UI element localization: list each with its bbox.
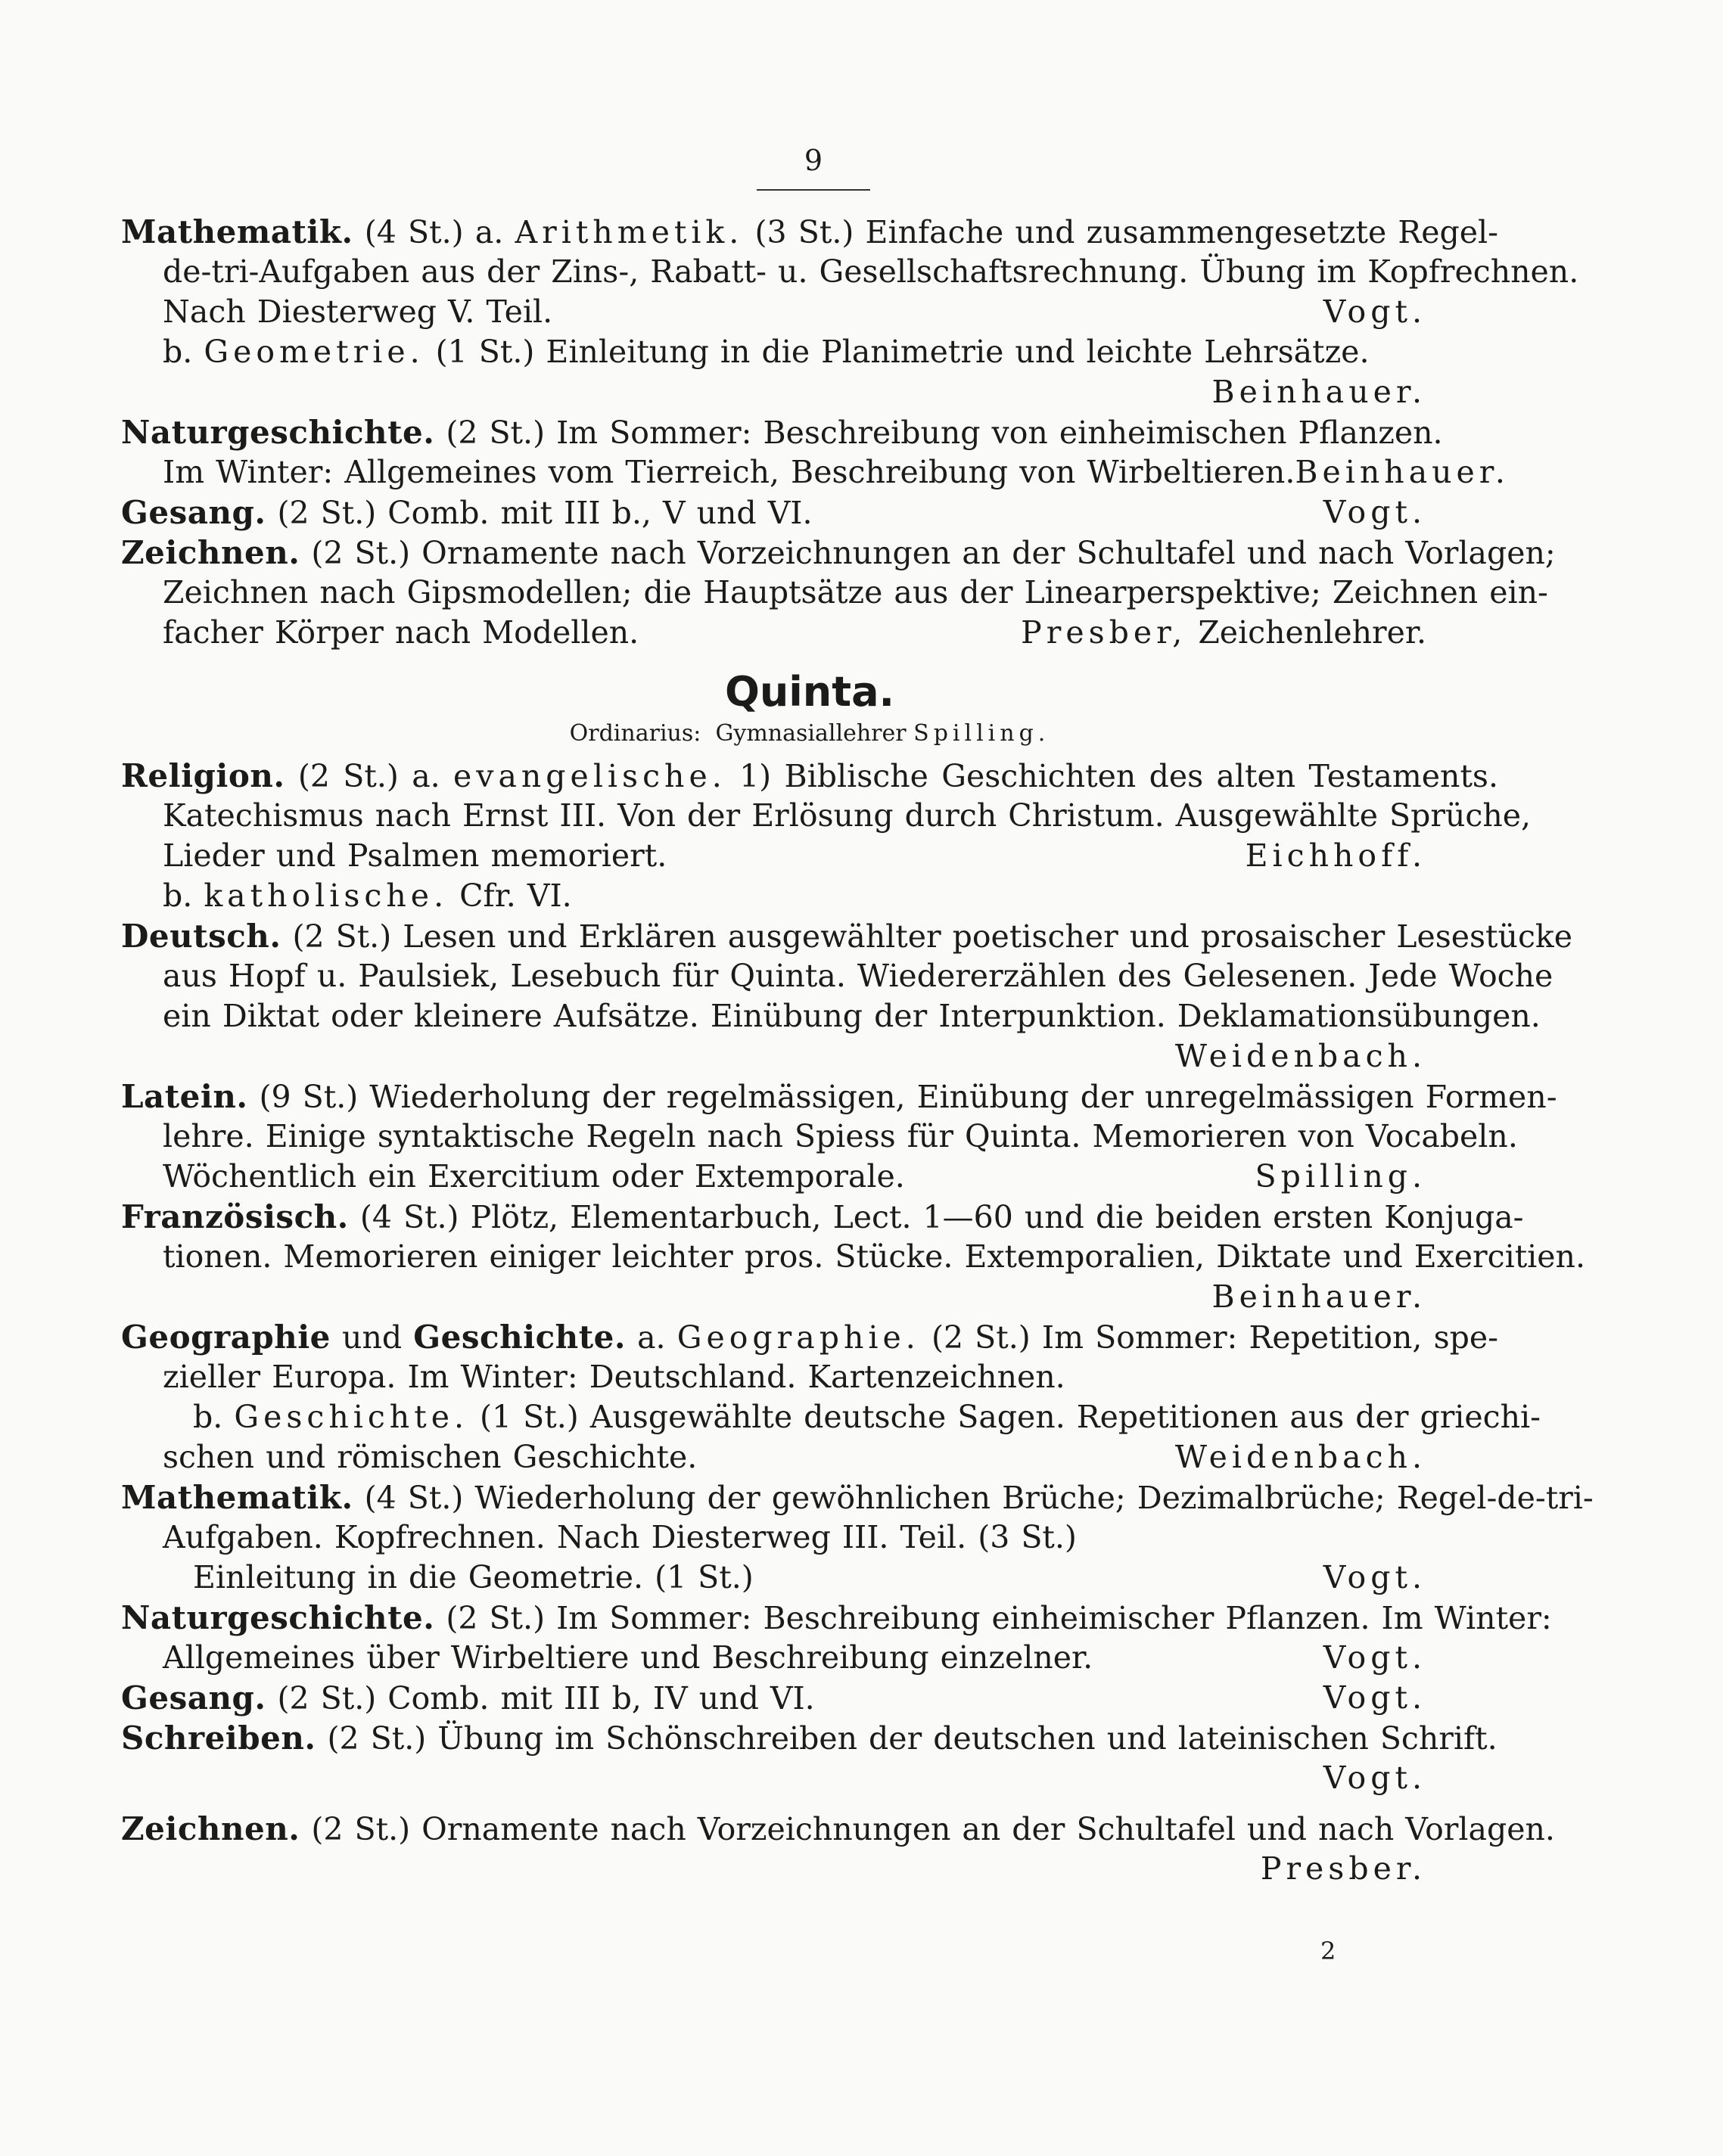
text-line: b. Geschichte. (1 St.) Ausgewählte deutsche Sagen. Repetitionen aus der griechi- bbox=[193, 1399, 1541, 1435]
subject-heading: Schreiben. bbox=[121, 1720, 316, 1757]
section-title: Quinta. bbox=[724, 668, 895, 716]
text-line: facher Körper nach Modellen. Presber, Zeichenlehrer. bbox=[121, 613, 1498, 653]
text-line: Allgemeines über Wirbeltiere und Beschreibung einzelner. Vogt. bbox=[121, 1638, 1498, 1678]
text-line: b. Geometrie. (1 St.) Einleitung in die Planimetrie und leichte Lehrsätze. bbox=[163, 334, 1370, 370]
text-line: Lieder und Psalmen memoriert. Eichhoff. bbox=[121, 836, 1498, 876]
teacher-signature: Presber. bbox=[1260, 1850, 1426, 1887]
text-line: Naturgeschichte. (2 St.) Im Sommer: Beschreibung einheimischer Pflanzen. Im Winter: bbox=[121, 1599, 1552, 1636]
teacher-signature: Presber, Zeichenlehrer. bbox=[1021, 614, 1426, 651]
text-line: ein Diktat oder kleinere Aufsätze. Einübung der Interpunktion. Deklamationsübungen. bbox=[163, 998, 1541, 1034]
ordinarius-line: Ordinarius: Gymnasiallehrer Spilling. bbox=[569, 720, 1050, 747]
teacher-signature: Vogt. bbox=[1323, 1679, 1426, 1716]
subject-heading: Naturgeschichte. bbox=[121, 414, 435, 451]
text-line: Mathematik. (4 St.) a. Arithmetik. (3 St.) Einfache und zusammengesetzte Regel- bbox=[121, 213, 1499, 250]
text-line: Zeichnen nach Gipsmodellen; die Hauptsätze aus der Linearperspektive; Zeichnen ein- bbox=[163, 574, 1548, 610]
text-line: Geographie und Geschichte. a. Geographie. (2 St.) Im Sommer: Repetition, spe- bbox=[121, 1319, 1499, 1356]
teacher-signature: Vogt. bbox=[1323, 1639, 1426, 1676]
text-line: Katechismus nach Ernst III. Von der Erlösung durch Christum. Ausgewählte Sprüche, bbox=[163, 797, 1532, 834]
text-line: Mathematik. (4 St.) Wiederholung der gewöhnlichen Brüche; Dezimalbrüche; Regel-de-tri- bbox=[121, 1479, 1594, 1516]
spacer bbox=[121, 1798, 1498, 1809]
text-line: de-tri-Aufgaben aus der Zins-, Rabatt- u. Gesellschaftsrechnung. Übung im Kopfrechnen. bbox=[163, 253, 1579, 290]
page-number: 9 bbox=[757, 145, 870, 191]
teacher-signature: Spilling. bbox=[1255, 1158, 1426, 1194]
text-line: Gesang. (2 St.) Comb. mit III b., V und VI. Vogt. bbox=[121, 492, 1498, 533]
subject-heading: Deutsch. bbox=[121, 918, 281, 955]
text-line: Religion. (2 St.) a. evangelische. 1) Biblische Geschichten des alten Testaments. bbox=[121, 757, 1499, 794]
subject-heading: Zeichnen. bbox=[121, 534, 300, 571]
subject-heading: Geographie bbox=[121, 1319, 331, 1356]
teacher-signature: Beinhauer. bbox=[1211, 374, 1426, 410]
text-line: Zeichnen. (2 St.) Ornamente nach Vorzeichnungen an der Schultafel und nach Vorlagen. bbox=[121, 1810, 1555, 1847]
text-line: aus Hopf u. Paulsiek, Lesebuch für Quinta. Wiedererzählen des Gelesenen. Jede Woche bbox=[163, 958, 1553, 994]
text-line: Schreiben. (2 St.) Übung im Schönschreiben der deutschen und lateinischen Schrift. bbox=[121, 1720, 1498, 1757]
text-line: Deutsch. (2 St.) Lesen und Erklären ausgewählter poetischer und prosaischer Lesestücke bbox=[121, 918, 1573, 955]
teacher-signature: Weidenbach. bbox=[1174, 1038, 1426, 1074]
text-line: Zeichnen. (2 St.) Ornamente nach Vorzeichnungen an der Schultafel und nach Vorlagen; bbox=[121, 534, 1556, 571]
subject-heading: Zeichnen. bbox=[121, 1810, 300, 1847]
teacher-signature: Beinhauer. bbox=[1211, 1278, 1426, 1315]
text-line: b. katholische. Cfr. VI. bbox=[163, 878, 572, 914]
subject-heading: Gesang. bbox=[121, 1679, 266, 1716]
teacher-signature: Beinhauer. bbox=[1295, 454, 1510, 490]
subject-heading: Mathematik. bbox=[121, 213, 353, 250]
page-content bbox=[121, 212, 1594, 1889]
text-line: Nach Diesterweg V. Teil. Vogt. bbox=[121, 292, 1498, 332]
subject-heading: Latein. bbox=[121, 1078, 248, 1115]
signature-mark: 2 bbox=[1320, 1937, 1336, 1965]
text-line: schen und römischen Geschichte. Weidenbach. bbox=[121, 1437, 1498, 1477]
teacher-signature: Eichhoff. bbox=[1245, 837, 1426, 874]
text-line: Wöchentlich ein Exercitium oder Extemporale. Spilling. bbox=[121, 1157, 1498, 1197]
text-line: Gesang. (2 St.) Comb. mit III b, IV und VI. Vogt. bbox=[121, 1678, 1498, 1718]
teacher-signature: Vogt. bbox=[1323, 294, 1426, 330]
subject-heading: Französisch. bbox=[121, 1198, 349, 1235]
subject-heading: Mathematik. bbox=[121, 1479, 353, 1516]
text-line: Aufgaben. Kopfrechnen. Nach Diesterweg III. Teil. (3 St.) bbox=[163, 1519, 1077, 1555]
teacher-signature: Vogt. bbox=[1323, 1559, 1426, 1595]
subject-heading: Gesang. bbox=[121, 494, 266, 531]
text-line: lehre. Einige syntaktische Regeln nach Spiess für Quinta. Memorieren von Vocabeln. bbox=[163, 1118, 1518, 1154]
subject-heading: Naturgeschichte. bbox=[121, 1599, 435, 1636]
text-line: Naturgeschichte. (2 St.) Im Sommer: Beschreibung von einheimischen Pflanzen. bbox=[121, 414, 1443, 451]
text-line: tionen. Memorieren einiger leichter pros. Stücke. Extemporalien, Diktate und Exercitien. bbox=[163, 1238, 1585, 1275]
text-line: Einleitung in die Geometrie. (1 St.) Vogt. bbox=[121, 1558, 1498, 1598]
teacher-signature: Weidenbach. bbox=[1174, 1439, 1426, 1475]
subject-heading: Geschichte. bbox=[413, 1319, 626, 1356]
teacher-signature: Vogt. bbox=[1323, 1760, 1426, 1796]
text-line: Im Winter: Allgemeines vom Tierreich, Beschreibung von Wirbeltieren. Beinhauer. bbox=[121, 452, 1498, 492]
text-line: zieller Europa. Im Winter: Deutschland. Kartenzeichnen. bbox=[163, 1359, 1065, 1395]
subject-heading: Religion. bbox=[121, 757, 285, 794]
teacher-signature: Vogt. bbox=[1323, 494, 1426, 530]
text-line: Französisch. (4 St.) Plötz, Elementarbuch, Lect. 1—60 und die beiden ersten Konjuga- bbox=[121, 1198, 1524, 1235]
text-line: Latein. (9 St.) Wiederholung der regelmässigen, Einübung der unregelmässigen Formen- bbox=[121, 1078, 1557, 1115]
